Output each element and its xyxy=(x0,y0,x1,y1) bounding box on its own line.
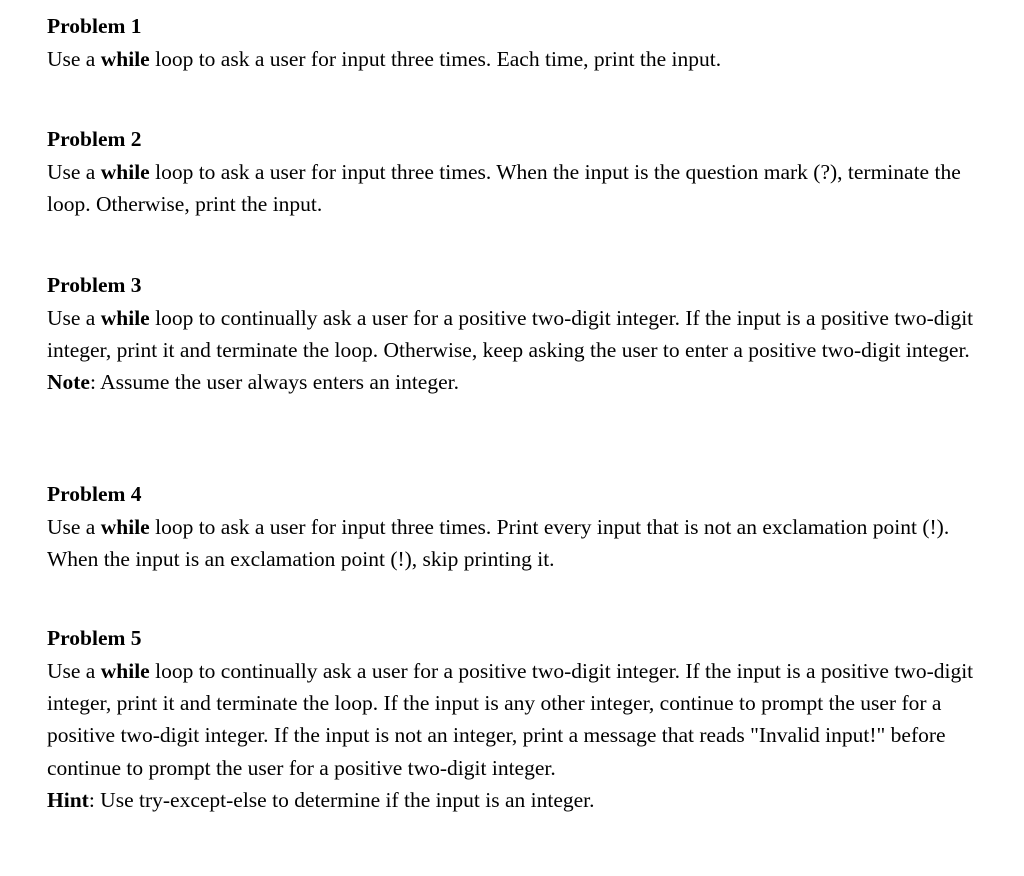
problem-1-title: Problem 1 xyxy=(47,14,142,38)
problem-5-hint-text: : Use try-except-else to determine if the input is an integer. xyxy=(88,787,595,812)
problem-3 xyxy=(47,273,987,399)
problem-5-hint-label: Hint xyxy=(47,787,89,812)
problem-2-text xyxy=(47,156,987,220)
problem-5-text xyxy=(47,655,987,784)
problem-1-text-pre: Use a xyxy=(47,47,101,71)
problem-5 xyxy=(47,626,987,816)
problem-2-text-pre: Use a xyxy=(47,160,101,184)
problem-5-hint xyxy=(47,784,987,816)
problem-3-text-pre: Use a xyxy=(47,306,101,330)
problem-2-title: Problem 2 xyxy=(47,127,142,151)
problem-2 xyxy=(47,127,987,220)
problem-3-note xyxy=(47,366,987,398)
problem-1 xyxy=(47,14,987,75)
problem-5-text-post: loop to continually ask a user for a positive two-digit integer. If the input is a positive two-digit integer, print it and terminate the loop. If the input is any other integer, continue to prompt the user for a positive two-digit integer. If the input is not an integer, print a message that reads "Invalid input!" before continue to prompt the user for a positive two-digit integer. xyxy=(47,659,974,780)
problem-1-text-post: loop to ask a user for input three times. Each time, print the input. xyxy=(149,47,722,71)
problem-4-text xyxy=(47,511,987,575)
problem-4-text-post: loop to ask a user for input three times. Print every input that is not an exclamation point (!). When the input is an exclamation point (!), skip printing it. xyxy=(47,515,950,572)
problem-3-note-label: Note xyxy=(47,370,90,395)
problem-5-keyword: while xyxy=(100,659,150,683)
problem-4-text-pre: Use a xyxy=(47,515,101,539)
problem-2-text-post: loop to ask a user for input three times. When the input is the question mark (?), terminate the loop. Otherwise, print the input. xyxy=(47,160,961,217)
problem-3-keyword: while xyxy=(100,306,150,330)
problem-5-text-pre: Use a xyxy=(47,659,101,683)
problem-1-text xyxy=(47,43,987,75)
problem-3-text xyxy=(47,302,987,366)
problem-1-keyword: while xyxy=(100,47,150,71)
problem-3-note-text: : Assume the user always enters an integer. xyxy=(89,370,459,395)
problem-3-title: Problem 3 xyxy=(47,273,142,297)
problem-4 xyxy=(47,482,987,575)
problem-3-text-post: loop to continually ask a user for a positive two-digit integer. If the input is a positive two-digit integer, print it and terminate the loop. Otherwise, keep asking the user to enter a positive two-digit integer. xyxy=(47,306,974,363)
problem-2-keyword: while xyxy=(100,160,150,184)
problem-4-keyword: while xyxy=(100,515,150,539)
problem-4-title: Problem 4 xyxy=(47,482,142,506)
problem-5-title: Problem 5 xyxy=(47,626,142,650)
